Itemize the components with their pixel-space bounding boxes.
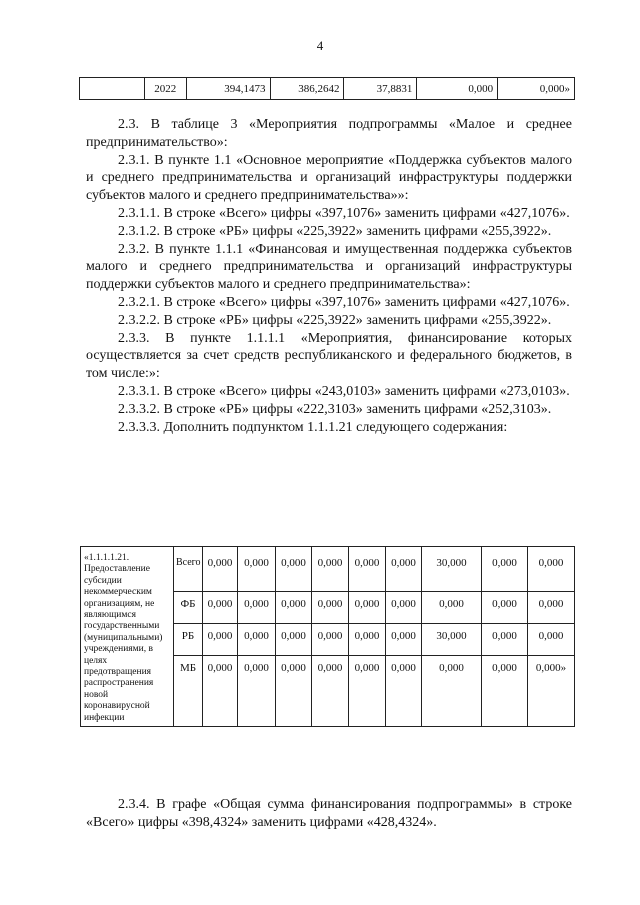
value-cell: 0,000 <box>276 624 312 656</box>
source-cell: РБ <box>174 624 203 656</box>
paragraph: 2.3.4. В графе «Общая сумма финансирования подпрограммы» в строке «Всего» цифры «398,4324» заменить цифрами «428,4324». <box>86 797 572 830</box>
table-cell: 37,8831 <box>344 78 417 100</box>
table-cell <box>80 78 145 100</box>
value-cell: 0,000 <box>386 624 422 656</box>
value-cell: 0,000 <box>482 624 528 656</box>
value-cell: 0,000 <box>238 592 276 624</box>
value-cell: 0,000 <box>238 547 276 592</box>
value-cell: 0,000» <box>528 656 575 727</box>
measure-name-cell: «1.1.1.1.21. Предоставление субсидии некоммерческим организациям, не являющимся государственными (муниципальными) учреждениями, в целях предотвращения распространения новой коронавирусной инфекции <box>81 547 174 727</box>
paragraph: 2.3.1.1. В строке «Всего» цифры «397,1076» заменить цифрами «427,1076». <box>118 205 570 221</box>
value-cell: 0,000 <box>312 624 349 656</box>
value-cell: 0,000 <box>276 656 312 727</box>
value-cell: 0,000 <box>482 656 528 727</box>
value-cell: 0,000 <box>528 624 575 656</box>
value-cell: 0,000 <box>386 547 422 592</box>
value-cell: 0,000 <box>238 624 276 656</box>
value-cell: 30,000 <box>422 624 482 656</box>
table-cell: 0,000 <box>417 78 498 100</box>
paragraph: 2.3.1.2. В строке «РБ» цифры «225,3922» заменить цифрами «255,3922». <box>118 223 552 239</box>
paragraph: 2.3.3.3. Дополнить подпунктом 1.1.1.21 следующего содержания: <box>118 419 508 435</box>
final-amendment <box>86 796 572 832</box>
paragraph: 2.3.3. В пункте 1.1.1.1 «Мероприятия, финансирование которых осуществляется за счет средств республиканского и федерального бюджетов, в том числе:»: <box>86 330 572 382</box>
value-cell: 0,000 <box>528 592 575 624</box>
value-cell: 0,000 <box>386 656 422 727</box>
value-cell: 0,000 <box>386 592 422 624</box>
value-cell: 0,000 <box>312 656 349 727</box>
value-cell: 0,000 <box>312 547 349 592</box>
subsidy-table <box>80 546 575 727</box>
value-cell: 0,000 <box>349 624 386 656</box>
value-cell: 0,000 <box>203 592 238 624</box>
continuation-table <box>79 77 575 100</box>
value-cell: 0,000 <box>349 592 386 624</box>
value-cell: 0,000 <box>349 656 386 727</box>
paragraph: 2.3.3.1. В строке «Всего» цифры «243,0103» заменить цифрами «273,0103». <box>118 383 570 399</box>
source-cell: ФБ <box>174 592 203 624</box>
value-cell: 0,000 <box>203 656 238 727</box>
paragraph: 2.3. В таблице 3 «Мероприятия подпрограммы «Малое и среднее предпринимательство»: <box>86 117 572 150</box>
paragraph: 2.3.2.1. В строке «Всего» цифры «397,1076» заменить цифрами «427,1076». <box>118 294 570 310</box>
value-cell: 0,000 <box>349 547 386 592</box>
value-cell: 0,000 <box>482 592 528 624</box>
paragraph: 2.3.2.2. В строке «РБ» цифры «225,3922» заменить цифрами «255,3922». <box>118 312 552 328</box>
value-cell: 0,000 <box>276 592 312 624</box>
value-cell: 0,000 <box>422 592 482 624</box>
value-cell: 0,000 <box>203 624 238 656</box>
paragraph: 2.3.2. В пункте 1.1.1 «Финансовая и имущественная поддержка субъектов малого и среднего предпринимательства и организаций инфраструктуры поддержки субъектов малого и среднего предпринимательства»: <box>86 241 572 293</box>
table-cell: 0,000» <box>498 78 575 100</box>
table-row <box>80 78 575 100</box>
value-cell: 30,000 <box>422 547 482 592</box>
value-cell: 0,000 <box>482 547 528 592</box>
value-cell: 0,000 <box>238 656 276 727</box>
table-cell: 386,2642 <box>270 78 344 100</box>
paragraph: 2.3.3.2. В строке «РБ» цифры «222,3103» заменить цифрами «252,3103». <box>118 401 552 417</box>
value-cell: 0,000 <box>203 547 238 592</box>
value-cell: 0,000 <box>312 592 349 624</box>
source-cell: Всего <box>174 547 203 592</box>
paragraph: 2.3.1. В пункте 1.1 «Основное мероприятие «Поддержка субъектов малого и среднего предпринимательства и организаций инфраструктуры поддержки субъектов малого и среднего предпринимательства»»: <box>86 152 572 204</box>
source-cell: МБ <box>174 656 203 727</box>
value-cell: 0,000 <box>528 547 575 592</box>
table-row <box>81 547 575 592</box>
year-cell: 2022 <box>144 78 186 100</box>
amendments-text <box>86 116 572 436</box>
value-cell: 0,000 <box>276 547 312 592</box>
value-cell: 0,000 <box>422 656 482 727</box>
page-number: 4 <box>316 38 324 53</box>
table-cell: 394,1473 <box>186 78 270 100</box>
